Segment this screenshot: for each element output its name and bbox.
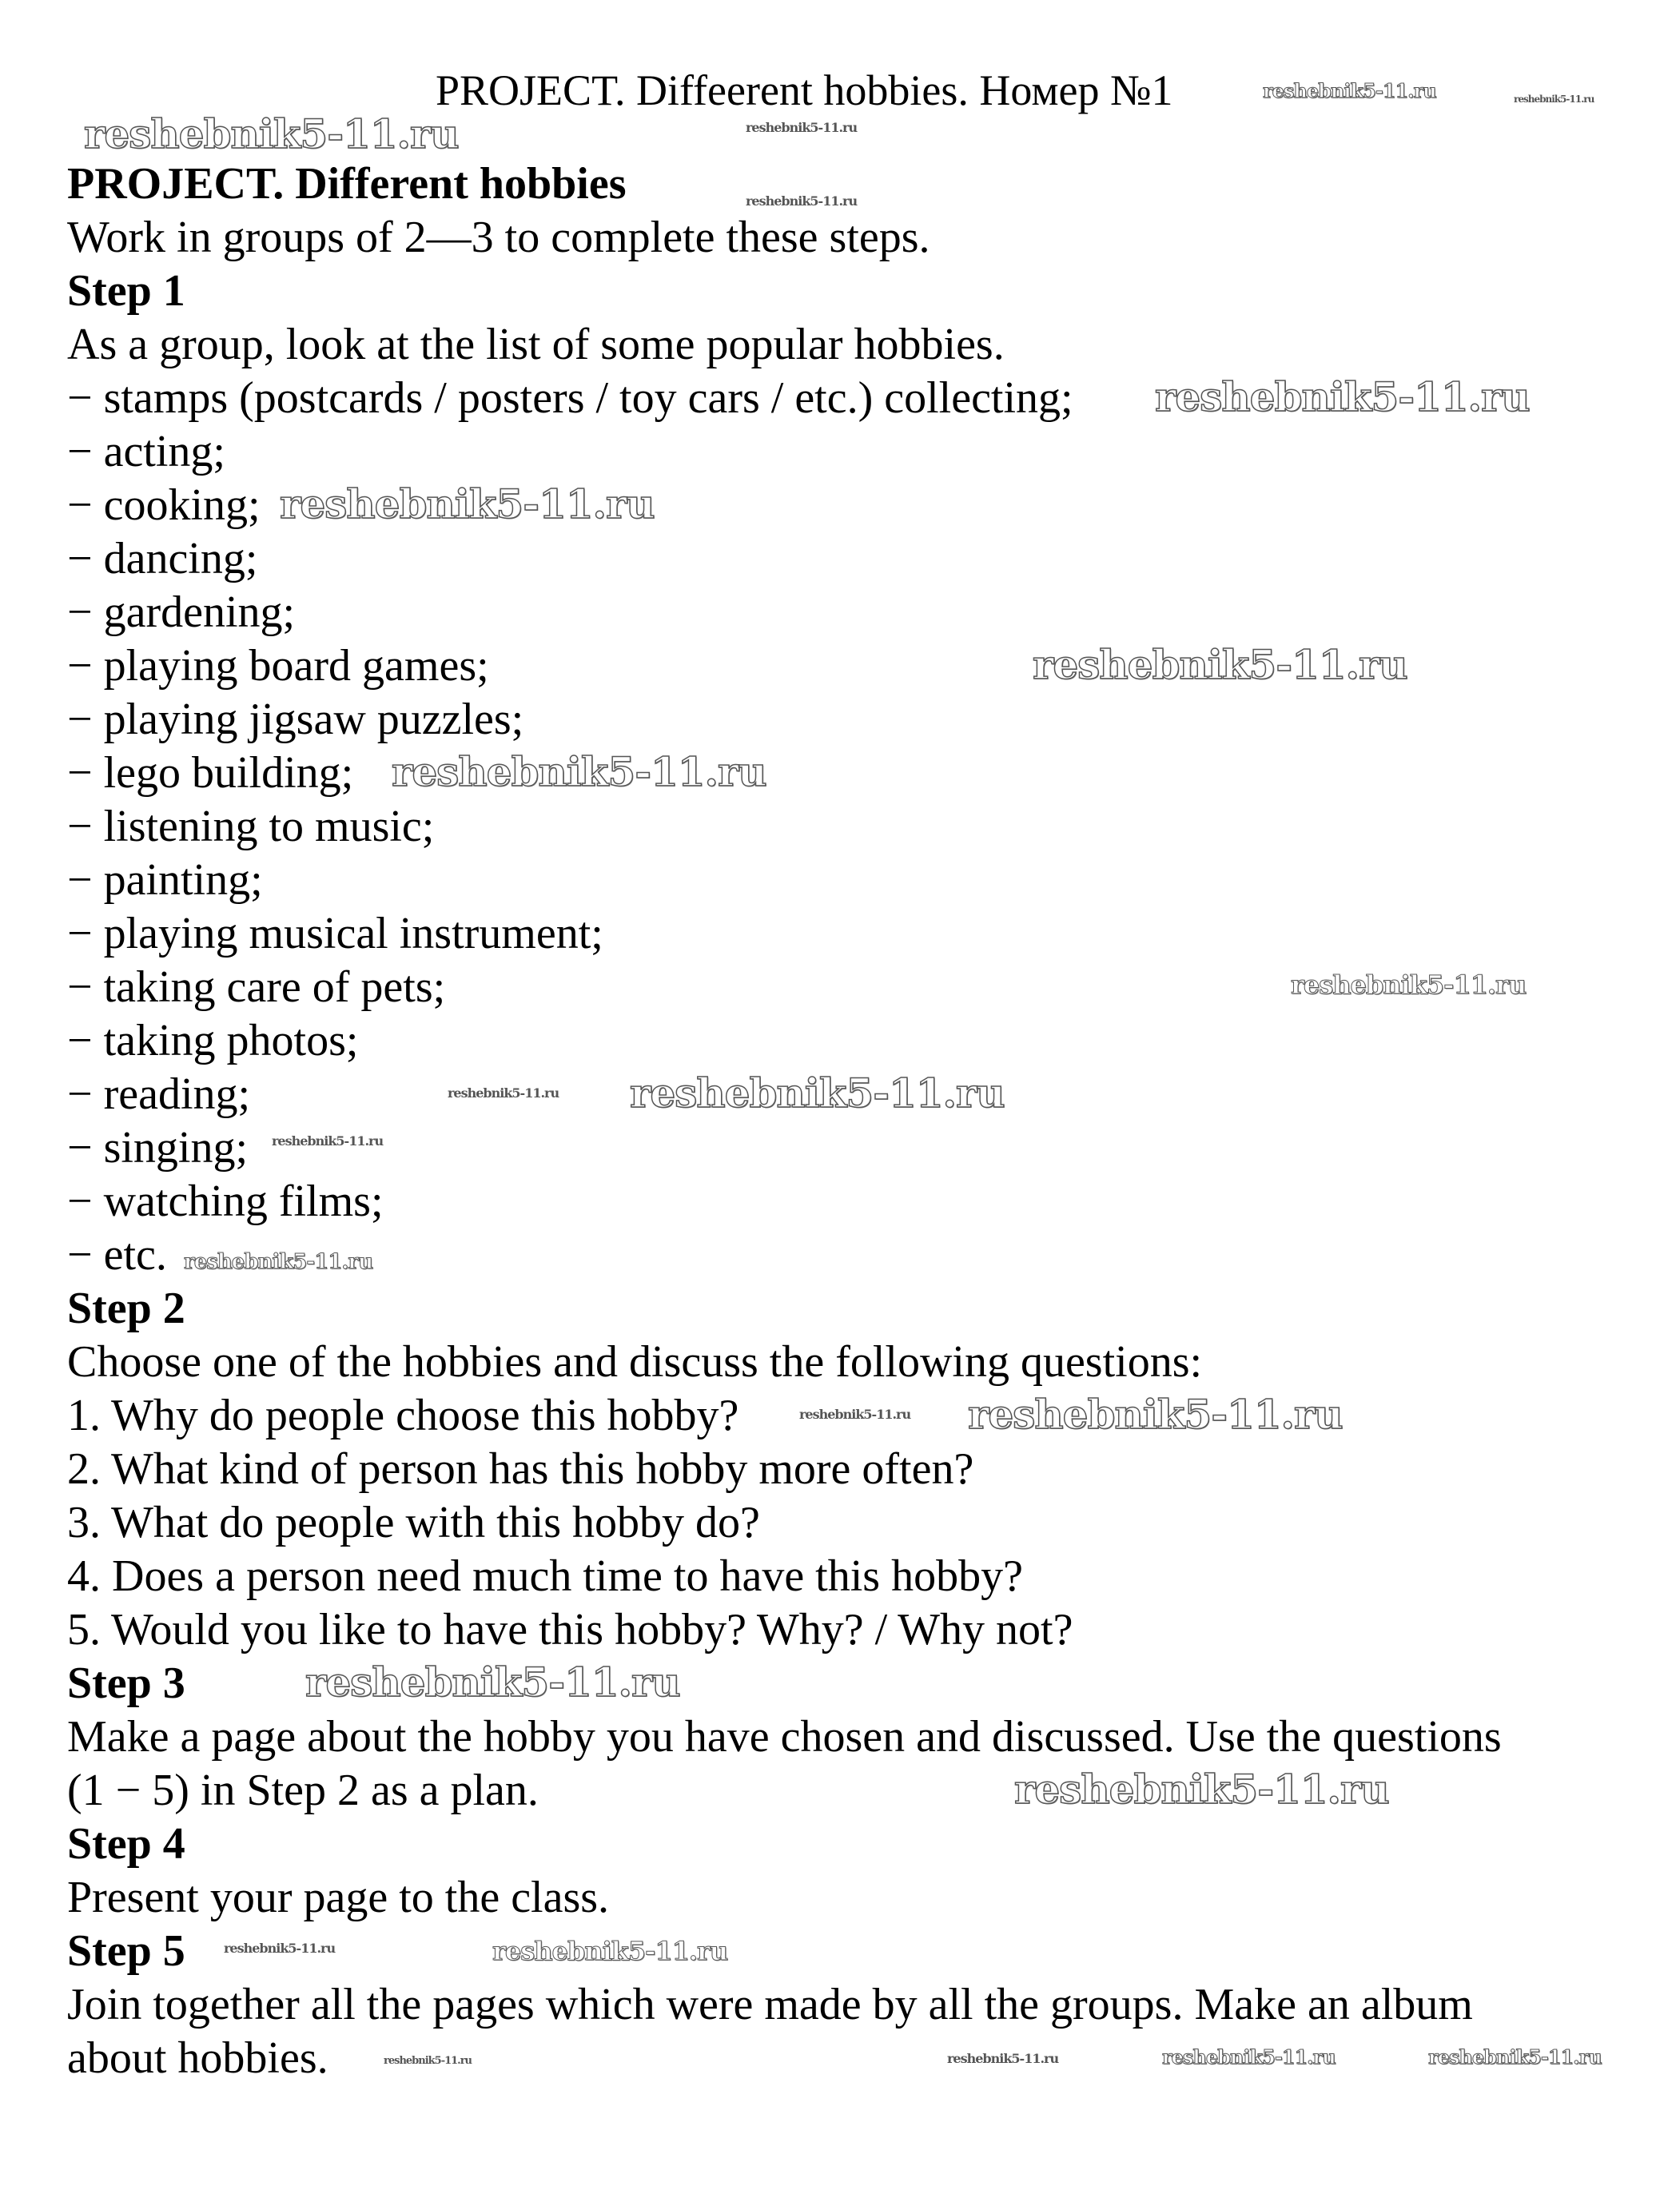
watermark: reshebnik5-11.ru xyxy=(947,2051,1059,2066)
watermark: reshebnik5-11.ru xyxy=(1033,641,1407,688)
question: 5. Would you like to have this hobby? Why? / Why not? xyxy=(67,1605,1073,1654)
step-2-text: Choose one of the hobbies and discuss the following questions: xyxy=(67,1337,1203,1387)
step-3-text: (1 − 5) in Step 2 as a plan. xyxy=(67,1766,539,1815)
list-item: − playing musical instrument; xyxy=(67,909,603,958)
watermark: reshebnik5-11.ru xyxy=(392,748,766,795)
intro-text: Work in groups of 2—3 to complete these steps. xyxy=(67,213,930,262)
step-5-text: about hobbies. xyxy=(67,2033,328,2083)
watermark: reshebnik5-11.ru xyxy=(1162,2045,1336,2069)
watermark: reshebnik5-11.ru xyxy=(1514,94,1594,105)
list-item: − taking care of pets; xyxy=(67,962,446,1012)
step-1-text: As a group, look at the list of some popular hobbies. xyxy=(67,320,1005,369)
watermark: reshebnik5-11.ru xyxy=(224,1941,336,1956)
question: 3. What do people with this hobby do? xyxy=(67,1498,760,1547)
watermark: reshebnik5-11.ru xyxy=(746,193,858,209)
step-2-label: Step 2 xyxy=(67,1284,185,1333)
watermark: reshebnik5-11.ru xyxy=(448,1085,559,1101)
list-item: − playing board games; xyxy=(67,641,489,691)
list-item: − taking photos; xyxy=(67,1016,359,1065)
watermark: reshebnik5-11.ru xyxy=(492,1936,728,1966)
list-item: − watching films; xyxy=(67,1177,384,1226)
list-item: − acting; xyxy=(67,427,225,476)
watermark: reshebnik5-11.ru xyxy=(280,480,655,528)
list-item: − cooking; xyxy=(67,480,261,530)
list-item: − singing; xyxy=(67,1123,249,1173)
step-1-label: Step 1 xyxy=(67,266,185,316)
watermark: reshebnik5-11.ru xyxy=(84,110,459,157)
list-item: − lego building; xyxy=(67,748,354,798)
watermark: reshebnik5-11.ru xyxy=(305,1658,680,1706)
watermark: reshebnik5-11.ru xyxy=(1428,2045,1602,2069)
watermark: reshebnik5-11.ru xyxy=(1155,373,1530,420)
list-item: − playing jigsaw puzzles; xyxy=(67,695,524,744)
step-4-text: Present your page to the class. xyxy=(67,1873,610,1922)
watermark: reshebnik5-11.ru xyxy=(1263,79,1436,102)
watermark: reshebnik5-11.ru xyxy=(630,1069,1005,1117)
question: 2. What kind of person has this hobby more often? xyxy=(67,1444,974,1494)
watermark: reshebnik5-11.ru xyxy=(1291,970,1527,1000)
step-3-label: Step 3 xyxy=(67,1658,185,1708)
list-item: − reading; xyxy=(67,1069,251,1119)
heading: PROJECT. Different hobbies xyxy=(67,159,627,209)
list-item: − dancing; xyxy=(67,534,258,583)
watermark: reshebnik5-11.ru xyxy=(272,1133,384,1149)
watermark: reshebnik5-11.ru xyxy=(746,120,858,135)
list-item: − listening to music; xyxy=(67,802,435,851)
list-item: − painting; xyxy=(67,855,263,905)
step-4-label: Step 4 xyxy=(67,1819,185,1869)
watermark: reshebnik5-11.ru xyxy=(968,1391,1343,1438)
list-item: − gardening; xyxy=(67,587,296,637)
question: 4. Does a person need much time to have this hobby? xyxy=(67,1551,1023,1601)
list-item: − etc. xyxy=(67,1230,167,1280)
step-3-text: Make a page about the hobby you have chosen and discussed. Use the questions xyxy=(67,1712,1502,1762)
list-item: − stamps (postcards / posters / toy cars / etc.) collecting; xyxy=(67,373,1073,423)
watermark: reshebnik5-11.ru xyxy=(184,1250,373,1274)
watermark: reshebnik5-11.ru xyxy=(799,1407,911,1422)
step-5-label: Step 5 xyxy=(67,1926,185,1976)
watermark: reshebnik5-11.ru xyxy=(1014,1766,1389,1813)
watermark: reshebnik5-11.ru xyxy=(384,2055,472,2067)
page-title: PROJECT. Diffeerent hobbies. Номер №1 xyxy=(436,66,1173,114)
question: 1. Why do people choose this hobby? xyxy=(67,1391,739,1440)
step-5-text: Join together all the pages which were made by all the groups. Make an album xyxy=(67,1980,1473,2029)
